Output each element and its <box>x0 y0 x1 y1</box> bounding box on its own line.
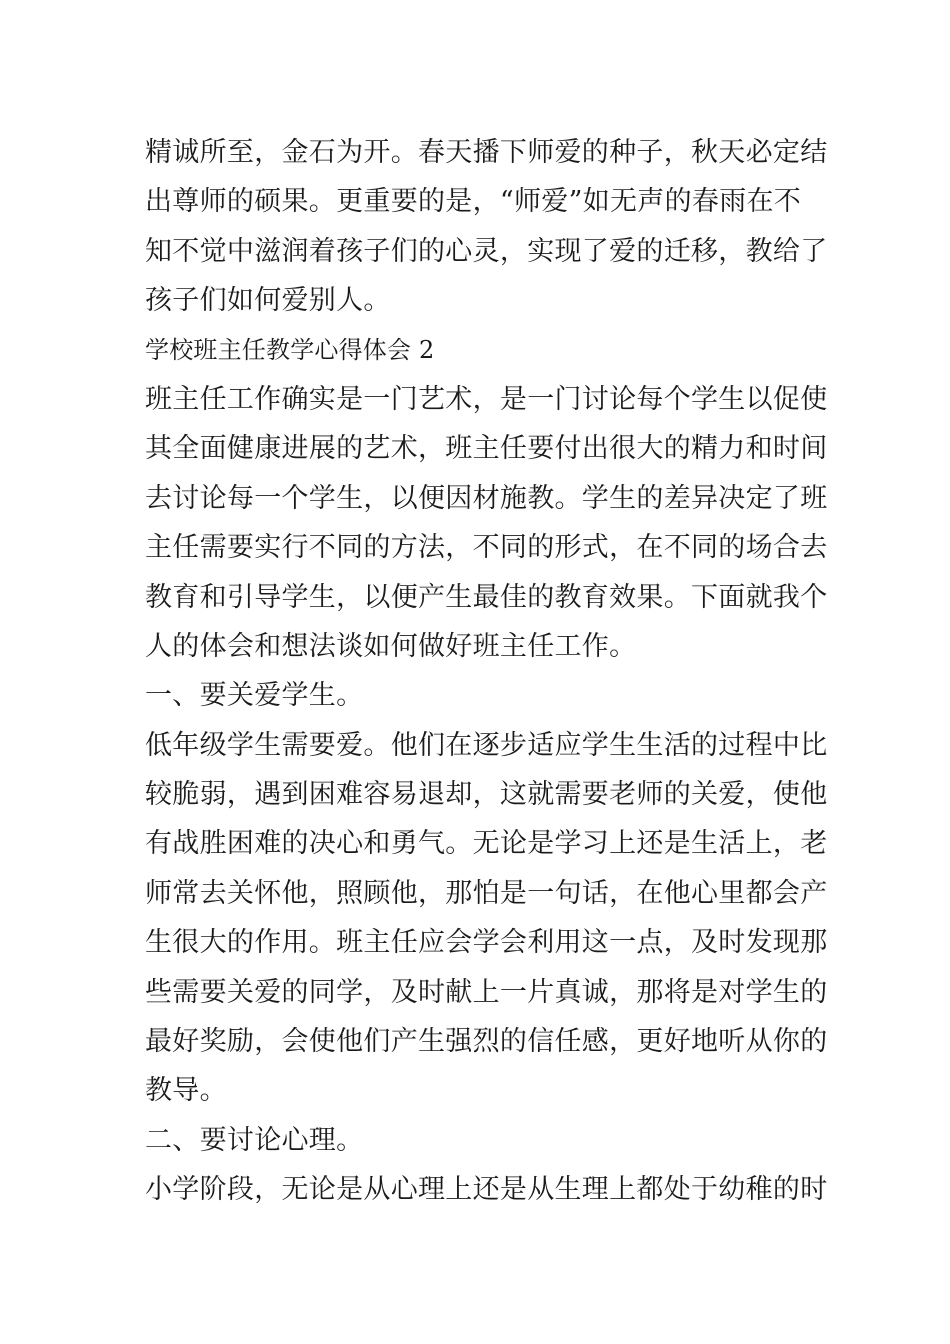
paragraph-line: 精诚所至，金石为开。春天播下师爱的种子，秋天必定结 <box>145 137 828 168</box>
paragraph-line: 班主任工作确实是一门艺术，是一门讨论每个学生以促使 <box>145 383 828 415</box>
paragraph-line: 去讨论每一个学生，以便因材施教。学生的差异决定了班 <box>145 482 828 514</box>
paragraph-line: 孩子们如何爱别人。 <box>145 285 391 317</box>
paragraph-line: 知不觉中滋润着孩子们的心灵，实现了爱的迁移，教给了 <box>145 235 828 267</box>
paragraph-line: 较脆弱，遇到困难容易退却，这就需要老师的关爱，使他 <box>145 779 828 811</box>
paragraph-line: 教育和引导学生，以便产生最佳的教育效果。下面就我个 <box>145 581 828 613</box>
document-body <box>145 128 828 1215</box>
paragraph-line: 有战胜困难的决心和勇气。无论是学习上还是生活上，老 <box>145 828 828 860</box>
paragraph-line: 人的体会和想法谈如何做好班主任工作。 <box>145 630 637 662</box>
subheading-care-students: 一、要关爱学生。 <box>145 680 364 712</box>
paragraph-line: 生很大的作用。班主任应会学会利用这一点，及时发现那 <box>145 927 828 959</box>
paragraph-line: 些需要关爱的同学，及时献上一片真诚，那将是对学生的 <box>145 976 828 1008</box>
subheading-psychology: 二、要讨论心理。 <box>145 1124 364 1156</box>
paragraph-line: 低年级学生需要爱。他们在逐步适应学生生活的过程中比 <box>145 729 828 761</box>
paragraph-line: 教导。 <box>145 1075 227 1107</box>
paragraph-line: 师常去关怀他，照顾他，那怕是一句话，在他心里都会产 <box>145 877 828 909</box>
paragraph-line: 最好奖励，会使他们产生强烈的信任感，更好地听从你的 <box>145 1026 828 1058</box>
paragraph-line: 主任需要实行不同的方法，不同的形式，在不同的场合去 <box>145 532 828 564</box>
paragraph-line: 其全面健康进展的艺术，班主任要付出很大的精力和时间 <box>145 433 828 465</box>
paragraph-line: 小学阶段，无论是从心理上还是从生理上都处于幼稚的时 <box>145 1174 828 1206</box>
section-title: 学校班主任教学心得体会 2 <box>145 335 435 364</box>
paragraph-line: 出尊师的硕果。更重要的是，“师爱”如无声的春雨在不 <box>145 186 802 218</box>
